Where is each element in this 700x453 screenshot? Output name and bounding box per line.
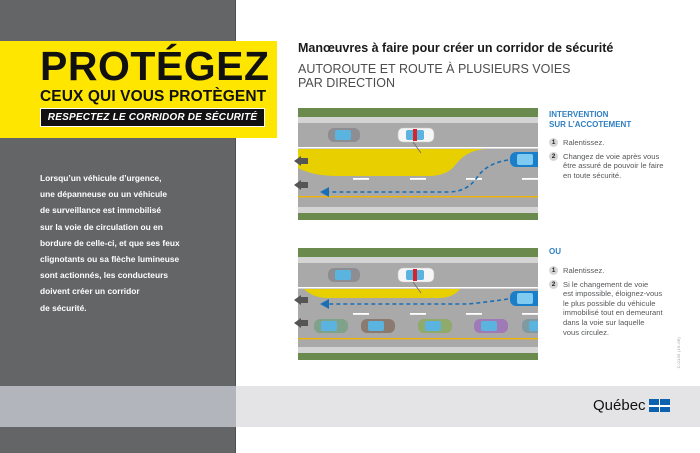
intro-line: une dépanneuse ou un véhicule [40, 189, 168, 200]
scenario1-heading-line1: INTERVENTION [549, 110, 609, 119]
logo-wordmark: Québec [593, 397, 646, 414]
step-text: en toute sécurité. [563, 170, 622, 180]
step-text: immobilisé tout en demeurant [563, 308, 663, 318]
step-text: Si le changement de voie [563, 279, 649, 289]
step-text: Changez de voie après vous [563, 151, 660, 161]
intro-line: doivent créer un corridor [40, 286, 140, 297]
lane-arrow-shaft [300, 320, 308, 326]
intro-line: Lorsqu’un véhicule d’urgence, [40, 173, 162, 183]
main-subtitle [298, 63, 571, 90]
banner-tagline: RESPECTEZ LE CORRIDOR DE SÉCURITÉ [47, 112, 258, 123]
step-number-badge: 2 [549, 152, 558, 161]
step-text: vous circulez. [563, 327, 610, 337]
step-text: être assuré de pouvoir le faire [563, 161, 664, 171]
road-diagram-shoulder [298, 108, 538, 220]
scenario1-heading [549, 110, 631, 129]
lane-arrow-shaft [300, 158, 308, 164]
step-text: est impossible, éloignez-vous [563, 289, 663, 299]
document-code: C-0135 (19-06) [676, 337, 681, 369]
intro-line: sur la voie de circulation ou en [40, 221, 163, 232]
step-number-badge: 1 [549, 266, 558, 275]
banner-title: PROTÉGEZ [40, 43, 270, 89]
scenario2-steps [549, 266, 663, 341]
step-text: Ralentissez. [563, 266, 605, 275]
step-number-badge: 1 [549, 138, 558, 147]
step-text: le plus possible du véhicule [563, 298, 656, 308]
step-item [549, 266, 663, 276]
main-subtitle-line2: PAR DIRECTION [298, 75, 395, 90]
banner-subtitle: CEUX QUI VOUS PROTÈGENT [40, 88, 267, 105]
scenario1-steps [549, 138, 663, 184]
quebec-logo [593, 397, 670, 414]
step-item [549, 152, 663, 181]
main-subtitle-line1: AUTOROUTE ET ROUTE À PLUSIEURS VOIES [298, 62, 571, 76]
step-number-badge: 2 [549, 280, 558, 289]
step-item [549, 138, 663, 148]
main-title: Manœuvres à faire pour créer un corridor de sécurité [298, 41, 614, 55]
banner-tagline-box [40, 108, 265, 127]
intro-line: sont actionnés, les conducteurs [40, 270, 168, 281]
road-illustration [298, 108, 538, 220]
step-item [549, 280, 663, 338]
intro-line: clignotants ou sa flèche lumineuse [40, 254, 180, 265]
road-illustration [298, 248, 538, 360]
footer-band-left [0, 386, 236, 427]
fleurdelise-flag-icon [649, 399, 670, 412]
scenario2-heading: OU [549, 247, 561, 256]
intro-paragraph [40, 170, 230, 316]
step-text: Ralentissez. [563, 138, 605, 147]
intro-line: de sécurité. [40, 302, 87, 313]
step-text: dans la voie sur laquelle [563, 317, 645, 327]
intro-line: bordure de celle-ci, et que ses feux [40, 237, 180, 248]
scenario1-heading-line2: SUR L’ACCOTEMENT [549, 119, 632, 129]
lane-arrow-shaft [300, 297, 308, 303]
road-diagram-stay-in-lane [298, 248, 538, 360]
intro-line: de surveillance est immobilisé [40, 205, 162, 216]
lane-arrow-shaft [300, 182, 308, 188]
